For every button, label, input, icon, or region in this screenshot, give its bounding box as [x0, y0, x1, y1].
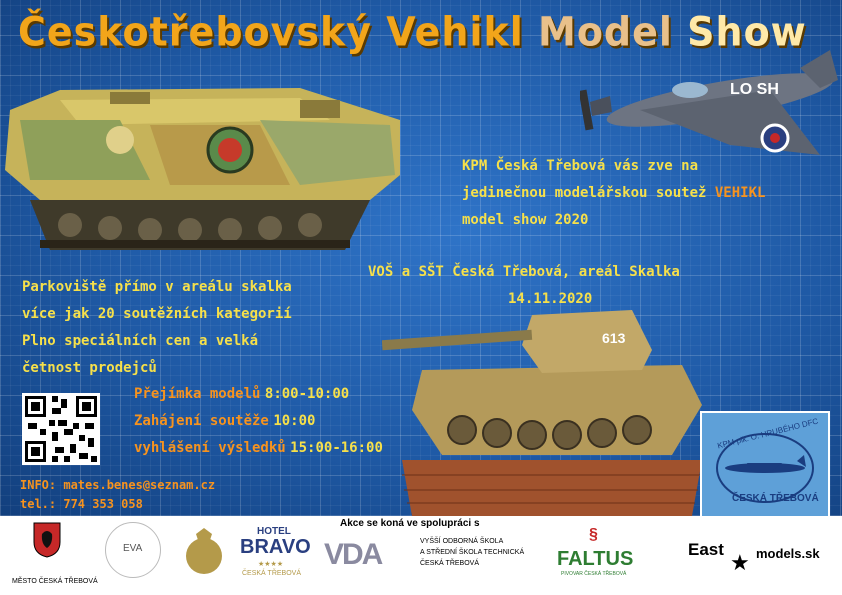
invite-text — [462, 157, 765, 229]
faltus-sub: PIVOVAR ČESKÁ TŘEBOVÁ — [561, 571, 627, 577]
venue-date: 14.11.2020 — [508, 291, 593, 307]
invite-line-2: jedinečnou modelářskou soutež VEHIKL — [462, 185, 766, 201]
school-line: A STŘEDNÍ ŠKOLA TECHNICKÁ — [420, 549, 525, 556]
models-label: models.sk — [756, 546, 820, 561]
hotel-stars: ★★★★ — [258, 561, 284, 568]
school-line: ČESKÁ TŘEBOVÁ — [420, 560, 480, 567]
venue-place: VOŠ a SŠT Česká Třebová, areál Skalka — [368, 264, 680, 280]
club-logo — [700, 411, 830, 516]
faltus-name: FALTUS — [557, 548, 634, 570]
invite-vehikl: VEHIKL — [714, 185, 766, 201]
vintage-tank-image — [0, 80, 420, 260]
feature-item: Parkoviště přímo v areálu skalka — [22, 279, 292, 295]
schedule-list — [134, 385, 383, 466]
panther-tank-image — [382, 295, 712, 516]
contact-phone[interactable]: tel.: 774 353 058 — [20, 497, 143, 511]
school-line: VYŠŠÍ ODBORNÁ ŠKOLA — [420, 538, 504, 545]
invite-line-3: model show 2020 — [462, 212, 589, 228]
club-logo-bottom: ČESKÁ TŘEBOVÁ — [732, 493, 819, 504]
club-logo-top: KPM plk. O. HRUBÉHO DFC — [716, 416, 820, 451]
town-name: MĚSTO ČESKÁ TŘEBOVÁ — [12, 578, 98, 585]
plane-marking: LO SH — [730, 81, 779, 98]
qr-code[interactable] — [22, 393, 100, 465]
town-logo[interactable] — [8, 516, 98, 595]
feature-item: Plno speciálních cen a velká — [22, 333, 259, 349]
faltus-emblem-icon: § — [589, 526, 598, 543]
east-label: East — [688, 540, 724, 559]
title-main: Českotřebovský Vehikl — [18, 8, 538, 56]
features-list — [22, 278, 292, 386]
hotel-city: ČESKÁ TŘEBOVÁ — [242, 570, 302, 577]
hotel-crest-icon — [184, 528, 224, 578]
school-logo[interactable] — [322, 538, 532, 588]
feature-item: četnost prodejců — [22, 360, 157, 376]
title-show: Show — [687, 8, 807, 56]
contact-email[interactable]: INFO: mates.benes@seznam.cz — [20, 478, 216, 492]
feature-item: více jak 20 soutěžních kategorií — [22, 306, 292, 322]
hotel-label: HOTEL — [257, 526, 291, 537]
title-model: Model — [538, 8, 688, 56]
tank-number: 613 — [602, 330, 626, 346]
schedule-item: Přejímka modelů 8:00-10:00 — [134, 386, 350, 402]
coat-of-arms-icon — [33, 522, 61, 558]
sponsor-footer — [0, 516, 842, 595]
hotel-name: BRAVO — [240, 536, 311, 558]
schedule-item: Zahájení soutěže 10:00 — [134, 413, 316, 429]
vda-mark: VDA — [324, 538, 382, 571]
schedule-item: vyhlášení výsledků 15:00-16:00 — [134, 440, 383, 456]
faltus-logo[interactable] — [555, 526, 645, 586]
eva-logo[interactable] — [105, 522, 161, 578]
star-icon: ★ — [730, 550, 750, 575]
footer-heading: Akce se koná ve spolupráci s — [340, 518, 480, 529]
hotel-bravo-logo[interactable] — [182, 520, 312, 586]
eva-label: EVA — [123, 543, 143, 554]
spitfire-plane-image — [580, 50, 842, 160]
invite-line-1: KPM Česká Třebová vás zve na — [462, 158, 699, 174]
eastmodels-logo[interactable] — [688, 536, 828, 586]
